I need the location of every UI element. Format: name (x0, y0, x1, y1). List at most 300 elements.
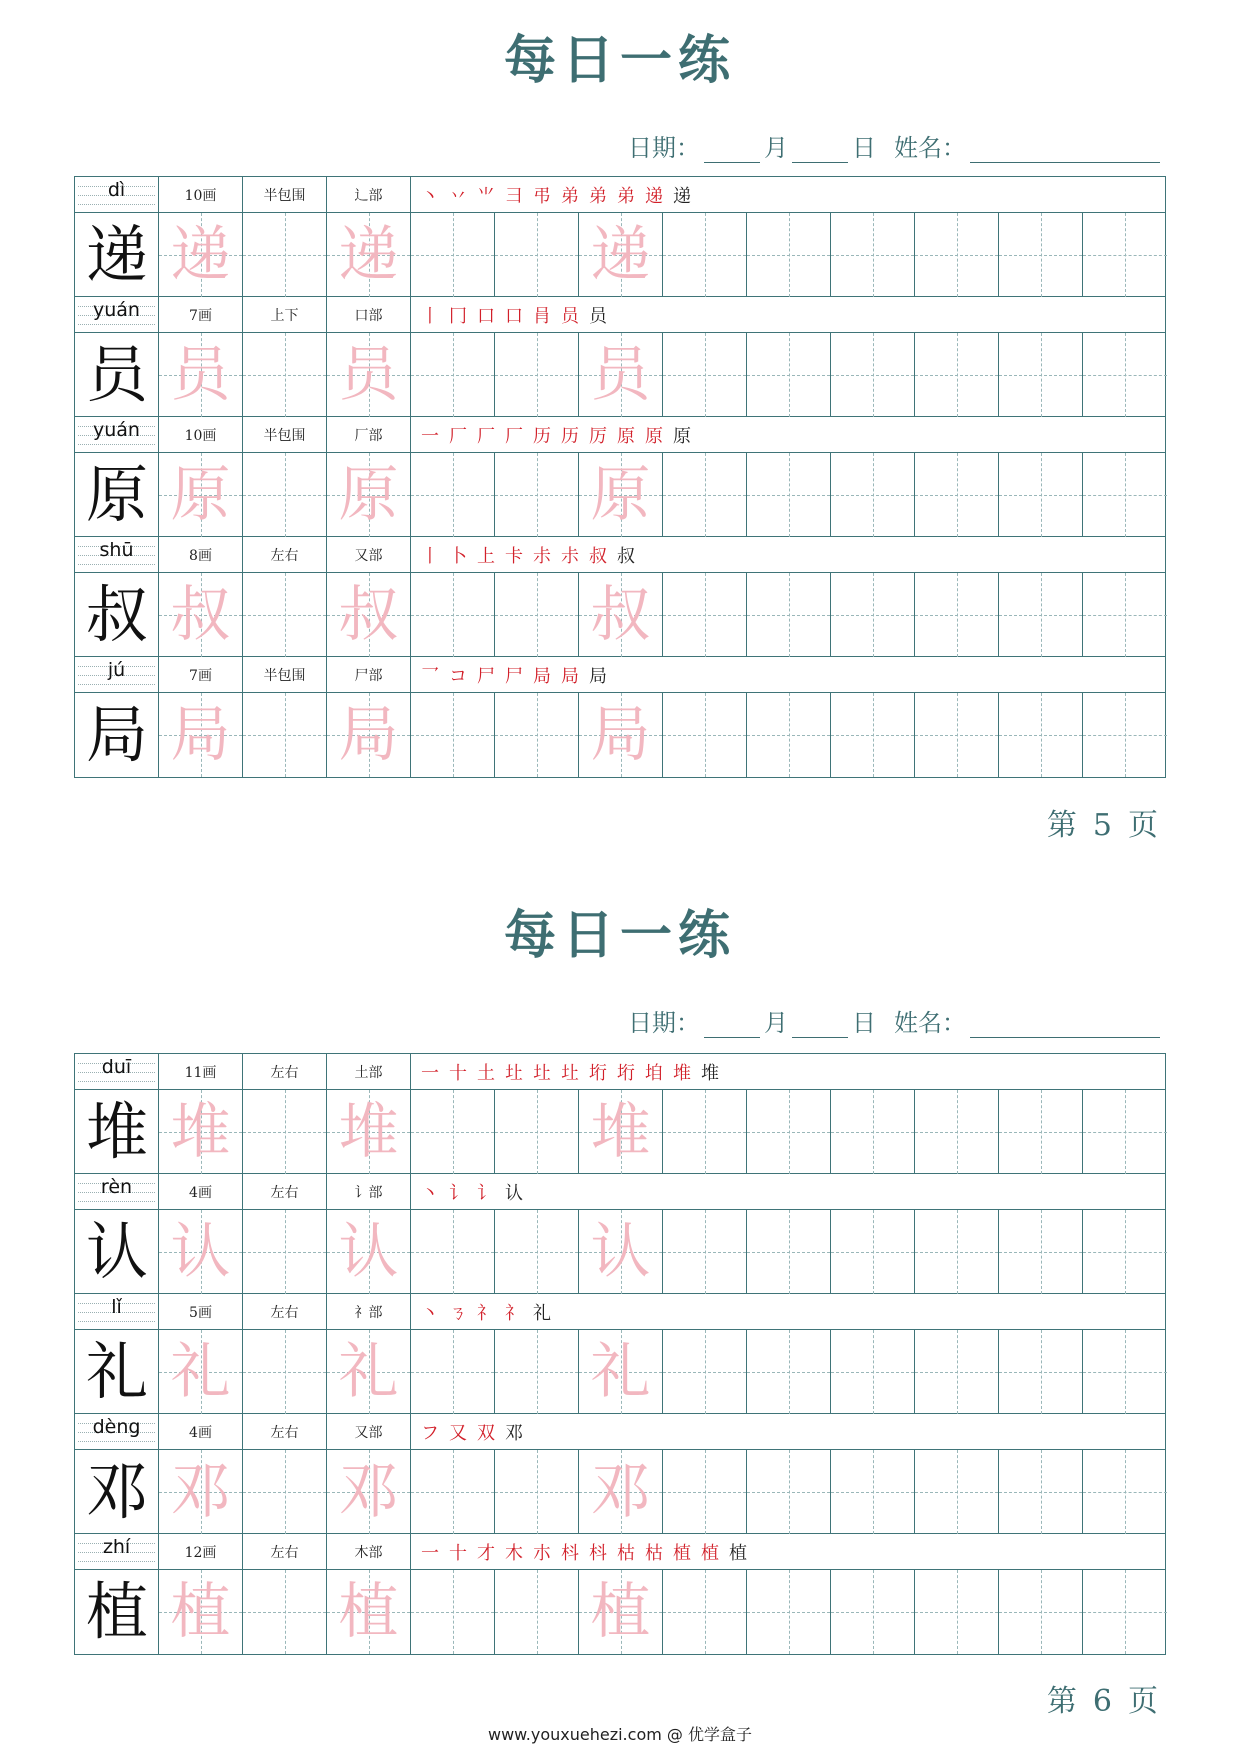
stroke-step: 植 (729, 1542, 757, 1564)
writing-cell[interactable] (1083, 1210, 1167, 1294)
stroke-step: 讠 (449, 1182, 477, 1204)
stroke-step: 口 (477, 305, 505, 327)
guide-line-vertical (873, 1330, 874, 1414)
writing-row (75, 333, 1165, 417)
stroke-step: 口 (505, 305, 533, 327)
guide-line-vertical (285, 1210, 286, 1294)
writing-cell[interactable] (999, 333, 1083, 417)
writing-cell[interactable] (411, 213, 495, 297)
character-info-row (75, 1174, 1165, 1210)
writing-cell[interactable] (495, 1450, 579, 1534)
writing-cell[interactable] (411, 333, 495, 417)
writing-cell[interactable] (579, 1090, 663, 1174)
radical-label: 辶部 (327, 177, 411, 212)
writing-cell[interactable] (1083, 693, 1167, 777)
writing-cell[interactable] (579, 573, 663, 657)
guide-line-vertical (453, 1210, 454, 1294)
writing-cell[interactable] (327, 1450, 411, 1534)
pinyin-guide-line (78, 1321, 155, 1322)
writing-cell[interactable] (999, 213, 1083, 297)
writing-cell[interactable] (579, 693, 663, 777)
writing-cell[interactable] (915, 1090, 999, 1174)
writing-cell[interactable] (327, 453, 411, 537)
guide-line-vertical (537, 1450, 538, 1534)
stroke-count: 4画 (159, 1414, 243, 1449)
pinyin-cell (75, 417, 159, 452)
writing-cell[interactable] (663, 693, 747, 777)
writing-cell[interactable] (663, 1330, 747, 1414)
stroke-step: 尸 (505, 665, 533, 687)
model-character: 邓 (85, 1455, 148, 1528)
writing-cell[interactable] (327, 213, 411, 297)
writing-cell[interactable] (747, 1090, 831, 1174)
model-character: 礼 (85, 1335, 148, 1408)
stroke-step: 叔 (617, 545, 645, 567)
name-blank[interactable] (970, 1015, 1160, 1038)
writing-row (75, 453, 1165, 537)
trace-character: 邓 (170, 1457, 231, 1527)
writing-cell[interactable] (327, 693, 411, 777)
guide-line-vertical (873, 1570, 874, 1654)
guide-line-vertical (285, 1570, 286, 1654)
guide-line-vertical (285, 693, 286, 777)
guide-line-vertical (1125, 1090, 1126, 1174)
stroke-step: 植 (673, 1542, 701, 1564)
trace-character: 原 (338, 460, 399, 530)
guide-line-vertical (453, 573, 454, 657)
stroke-order (411, 1534, 1165, 1569)
writing-cell[interactable] (243, 453, 327, 537)
writing-cell[interactable] (831, 693, 915, 777)
writing-cell[interactable] (831, 1210, 915, 1294)
writing-cell[interactable] (159, 693, 243, 777)
page-number-value: 6 (1092, 1684, 1118, 1719)
writing-cell[interactable] (831, 333, 915, 417)
writing-cell[interactable] (999, 1090, 1083, 1174)
writing-cell[interactable] (411, 1570, 495, 1654)
writing-cell[interactable] (327, 573, 411, 657)
writing-cell[interactable] (411, 693, 495, 777)
writing-cell[interactable] (243, 693, 327, 777)
writing-cell[interactable] (915, 1450, 999, 1534)
guide-line-vertical (537, 1210, 538, 1294)
stroke-step: 尗 (561, 545, 589, 567)
writing-cell[interactable] (159, 1090, 243, 1174)
radical-label: 尸部 (327, 657, 411, 692)
trace-character: 原 (170, 460, 231, 530)
character-info-row (75, 537, 1165, 573)
guide-line-vertical (705, 213, 706, 297)
guide-line-vertical (1125, 1210, 1126, 1294)
writing-cell[interactable] (999, 1450, 1083, 1534)
date-name-line (628, 1003, 1164, 1038)
writing-cell[interactable] (663, 1210, 747, 1294)
guide-line-vertical (1041, 573, 1042, 657)
radical-label: 厂部 (327, 417, 411, 452)
writing-cell[interactable] (663, 1450, 747, 1534)
guide-line-vertical (957, 213, 958, 297)
writing-cell[interactable] (747, 573, 831, 657)
radical-label: 土部 (327, 1054, 411, 1089)
writing-cell[interactable] (747, 1450, 831, 1534)
character-info-row (75, 1534, 1165, 1570)
model-character-cell (75, 1450, 159, 1534)
stroke-order (411, 1174, 1165, 1209)
writing-cell[interactable] (495, 213, 579, 297)
stroke-step: 枯 (617, 1542, 645, 1564)
stroke-count: 8画 (159, 537, 243, 572)
structure-label: 半包围 (243, 177, 327, 212)
writing-cell[interactable] (411, 1330, 495, 1414)
guide-line-vertical (705, 573, 706, 657)
guide-line-vertical (789, 693, 790, 777)
trace-character: 植 (338, 1577, 399, 1647)
stroke-step: 邓 (505, 1422, 533, 1444)
guide-line-vertical (1041, 1330, 1042, 1414)
writing-cell[interactable] (159, 1570, 243, 1654)
model-character-cell (75, 213, 159, 297)
stroke-step: 垍 (645, 1062, 673, 1084)
stroke-step: 丨 (421, 305, 449, 327)
writing-cell[interactable] (915, 693, 999, 777)
stroke-step: 双 (477, 1422, 505, 1444)
writing-cell[interactable] (915, 453, 999, 537)
writing-cell[interactable] (579, 213, 663, 297)
writing-cell[interactable] (747, 1570, 831, 1654)
guide-line-vertical (537, 213, 538, 297)
writing-cell[interactable] (579, 1450, 663, 1534)
stroke-step: フ (421, 1422, 449, 1444)
guide-line-vertical (789, 1570, 790, 1654)
trace-character: 邓 (590, 1457, 651, 1527)
radical-label: 又部 (327, 1414, 411, 1449)
stroke-step: 尗 (533, 545, 561, 567)
radical-label: 讠部 (327, 1174, 411, 1209)
character-block (75, 297, 1165, 417)
writing-cell[interactable] (747, 1210, 831, 1294)
pinyin-text: zhí (102, 1536, 131, 1558)
writing-cell[interactable] (1083, 573, 1167, 657)
trace-character: 叔 (170, 580, 231, 650)
writing-cell[interactable] (579, 453, 663, 537)
trace-character: 递 (338, 220, 399, 290)
stroke-count: 7画 (159, 657, 243, 692)
stroke-order (411, 657, 1165, 692)
writing-cell[interactable] (495, 1570, 579, 1654)
writing-cell[interactable] (1083, 333, 1167, 417)
month-blank[interactable] (704, 1015, 760, 1038)
writing-cell[interactable] (663, 1090, 747, 1174)
writing-cell[interactable] (159, 1330, 243, 1414)
writing-cell[interactable] (243, 333, 327, 417)
writing-cell[interactable] (999, 453, 1083, 537)
guide-line-vertical (285, 333, 286, 417)
stroke-step: 弔 (533, 185, 561, 207)
writing-cell[interactable] (831, 573, 915, 657)
writing-cell[interactable] (1083, 453, 1167, 537)
character-info-row (75, 1054, 1165, 1090)
structure-label: 左右 (243, 1414, 327, 1449)
writing-cell[interactable] (495, 1330, 579, 1414)
stroke-step: 丷 (449, 185, 477, 207)
structure-label: 左右 (243, 537, 327, 572)
guide-line-vertical (453, 1090, 454, 1174)
guide-line-vertical (789, 213, 790, 297)
model-character-cell (75, 1210, 159, 1294)
pinyin-cell (75, 1414, 159, 1449)
writing-cell[interactable] (579, 1570, 663, 1654)
pinyin-text: yuán (93, 419, 140, 441)
writing-cell[interactable] (243, 1330, 327, 1414)
stroke-step: 厉 (589, 425, 617, 447)
stroke-step: 弟 (617, 185, 645, 207)
writing-cell[interactable] (831, 1330, 915, 1414)
writing-cell[interactable] (327, 1330, 411, 1414)
stroke-step: ㄋ (449, 1302, 477, 1324)
trace-character: 认 (338, 1217, 399, 1287)
writing-cell[interactable] (243, 1450, 327, 1534)
writing-row (75, 573, 1165, 657)
writing-cell[interactable] (243, 1090, 327, 1174)
writing-row (75, 213, 1165, 297)
guide-line-vertical (789, 1210, 790, 1294)
writing-cell[interactable] (579, 333, 663, 417)
writing-cell[interactable] (915, 1330, 999, 1414)
guide-line-vertical (789, 453, 790, 537)
guide-line-vertical (705, 453, 706, 537)
pinyin-guide-line (78, 204, 155, 205)
guide-line-vertical (1041, 1450, 1042, 1534)
stroke-step: 丶 (421, 1182, 449, 1204)
trace-character: 局 (170, 700, 231, 770)
trace-character: 堆 (590, 1097, 651, 1167)
model-character: 认 (85, 1215, 148, 1288)
pinyin-guide-line (78, 1201, 155, 1202)
guide-line-vertical (957, 1210, 958, 1294)
writing-cell[interactable] (915, 1210, 999, 1294)
trace-character: 堆 (338, 1097, 399, 1167)
page-number-suffix: 页 (1128, 808, 1164, 843)
guide-line-vertical (1125, 213, 1126, 297)
writing-cell[interactable] (495, 453, 579, 537)
writing-cell[interactable] (831, 213, 915, 297)
model-character: 局 (85, 698, 148, 771)
guide-line-vertical (453, 1450, 454, 1534)
pinyin-cell (75, 297, 159, 332)
stroke-step: 局 (561, 665, 589, 687)
stroke-step: 原 (645, 425, 673, 447)
writing-cell[interactable] (159, 333, 243, 417)
writing-cell[interactable] (327, 1090, 411, 1174)
writing-cell[interactable] (159, 1210, 243, 1294)
writing-cell[interactable] (159, 1450, 243, 1534)
writing-cell[interactable] (831, 453, 915, 537)
writing-cell[interactable] (915, 1570, 999, 1654)
trace-character: 递 (170, 220, 231, 290)
model-character-cell (75, 1090, 159, 1174)
trace-character: 员 (590, 340, 651, 410)
writing-cell[interactable] (159, 213, 243, 297)
writing-cell[interactable] (663, 573, 747, 657)
writing-cell[interactable] (747, 333, 831, 417)
writing-cell[interactable] (1083, 213, 1167, 297)
writing-cell[interactable] (411, 1210, 495, 1294)
stroke-step: 朩 (533, 1542, 561, 1564)
stroke-step: 原 (617, 425, 645, 447)
writing-cell[interactable] (495, 1210, 579, 1294)
writing-cell[interactable] (747, 1330, 831, 1414)
writing-cell[interactable] (999, 573, 1083, 657)
guide-line-vertical (1125, 693, 1126, 777)
day-blank[interactable] (792, 1015, 848, 1038)
stroke-step: 尸 (477, 665, 505, 687)
stroke-step: 讠 (477, 1182, 505, 1204)
day-blank[interactable] (792, 140, 848, 163)
writing-cell[interactable] (915, 213, 999, 297)
guide-line-vertical (1041, 333, 1042, 417)
stroke-step: 卡 (505, 545, 533, 567)
writing-cell[interactable] (411, 453, 495, 537)
writing-cell[interactable] (243, 213, 327, 297)
pinyin-guide-line (78, 324, 155, 325)
writing-cell[interactable] (1083, 1450, 1167, 1534)
stroke-step: 一 (421, 425, 449, 447)
stroke-order (411, 1414, 1165, 1449)
writing-cell[interactable] (243, 1210, 327, 1294)
stroke-step: 植 (701, 1542, 729, 1564)
stroke-step: 圵 (533, 1062, 561, 1084)
month-blank[interactable] (704, 140, 760, 163)
model-character: 堆 (85, 1095, 148, 1168)
writing-cell[interactable] (327, 333, 411, 417)
writing-cell[interactable] (327, 1570, 411, 1654)
guide-line-vertical (705, 1330, 706, 1414)
guide-line-vertical (873, 693, 874, 777)
structure-label: 左右 (243, 1534, 327, 1569)
writing-cell[interactable] (579, 1330, 663, 1414)
month-label: 月 (764, 1009, 788, 1037)
stroke-step: 丨 (421, 545, 449, 567)
guide-line-vertical (537, 453, 538, 537)
stroke-step: 冂 (449, 305, 477, 327)
practice-grid (74, 1053, 1166, 1655)
stroke-count: 12画 (159, 1534, 243, 1569)
writing-cell[interactable] (159, 453, 243, 537)
character-info-row (75, 657, 1165, 693)
stroke-step: 厂 (477, 425, 505, 447)
writing-cell[interactable] (915, 573, 999, 657)
writing-row (75, 1570, 1165, 1654)
stroke-step: 垳 (617, 1062, 645, 1084)
page-number (1047, 800, 1164, 844)
stroke-step: 局 (589, 665, 617, 687)
writing-cell[interactable] (663, 213, 747, 297)
writing-row (75, 1210, 1165, 1294)
writing-cell[interactable] (915, 333, 999, 417)
guide-line-vertical (1125, 1570, 1126, 1654)
writing-cell[interactable] (831, 1090, 915, 1174)
guide-line-vertical (705, 1450, 706, 1534)
pinyin-guide-line (78, 1441, 155, 1442)
stroke-step: ⺕ (505, 185, 533, 207)
writing-cell[interactable] (663, 1570, 747, 1654)
practice-grid (74, 176, 1166, 778)
writing-cell[interactable] (327, 1210, 411, 1294)
writing-cell[interactable] (1083, 1330, 1167, 1414)
stroke-step: 局 (533, 665, 561, 687)
trace-character: 礼 (170, 1337, 231, 1407)
writing-cell[interactable] (495, 573, 579, 657)
writing-cell[interactable] (999, 693, 1083, 777)
writing-cell[interactable] (747, 213, 831, 297)
footer-credit: www.youxuehezi.com @ 优学盒子 (488, 1725, 752, 1744)
stroke-count: 4画 (159, 1174, 243, 1209)
stroke-order (411, 1294, 1165, 1329)
writing-cell[interactable] (411, 1450, 495, 1534)
writing-cell[interactable] (1083, 1570, 1167, 1654)
guide-line-vertical (957, 1570, 958, 1654)
guide-line-vertical (285, 1090, 286, 1174)
guide-line-vertical (1125, 573, 1126, 657)
writing-cell[interactable] (495, 693, 579, 777)
structure-label: 左右 (243, 1294, 327, 1329)
stroke-step: 原 (673, 425, 701, 447)
writing-cell[interactable] (831, 1570, 915, 1654)
pinyin-guide-line (78, 684, 155, 685)
trace-character: 递 (590, 220, 651, 290)
radical-label: 又部 (327, 537, 411, 572)
writing-cell[interactable] (747, 693, 831, 777)
writing-cell[interactable] (663, 333, 747, 417)
stroke-step: 礻 (505, 1302, 533, 1324)
guide-line-vertical (453, 1570, 454, 1654)
stroke-step: 土 (477, 1062, 505, 1084)
guide-line-vertical (537, 693, 538, 777)
writing-cell[interactable] (999, 1330, 1083, 1414)
writing-cell[interactable] (243, 573, 327, 657)
writing-cell[interactable] (495, 333, 579, 417)
writing-cell[interactable] (411, 1090, 495, 1174)
structure-label: 左右 (243, 1054, 327, 1089)
radical-label: 礻部 (327, 1294, 411, 1329)
writing-cell[interactable] (663, 453, 747, 537)
pinyin-cell (75, 1054, 159, 1089)
stroke-step: 历 (533, 425, 561, 447)
name-label: 姓名： (894, 134, 966, 162)
stroke-order (411, 297, 1165, 332)
name-blank[interactable] (970, 140, 1160, 163)
stroke-step: 上 (477, 545, 505, 567)
writing-cell[interactable] (495, 1090, 579, 1174)
writing-cell[interactable] (999, 1570, 1083, 1654)
writing-cell[interactable] (747, 453, 831, 537)
structure-label: 半包围 (243, 657, 327, 692)
stroke-step: 木 (505, 1542, 533, 1564)
guide-line-vertical (285, 453, 286, 537)
writing-cell[interactable] (831, 1450, 915, 1534)
model-character: 员 (85, 338, 148, 411)
writing-cell[interactable] (579, 1210, 663, 1294)
writing-cell[interactable] (999, 1210, 1083, 1294)
character-block (75, 1534, 1165, 1654)
writing-cell[interactable] (1083, 1090, 1167, 1174)
writing-cell[interactable] (159, 573, 243, 657)
model-character-cell (75, 693, 159, 777)
writing-cell[interactable] (243, 1570, 327, 1654)
guide-line-vertical (453, 213, 454, 297)
character-block (75, 1294, 1165, 1414)
writing-cell[interactable] (411, 573, 495, 657)
